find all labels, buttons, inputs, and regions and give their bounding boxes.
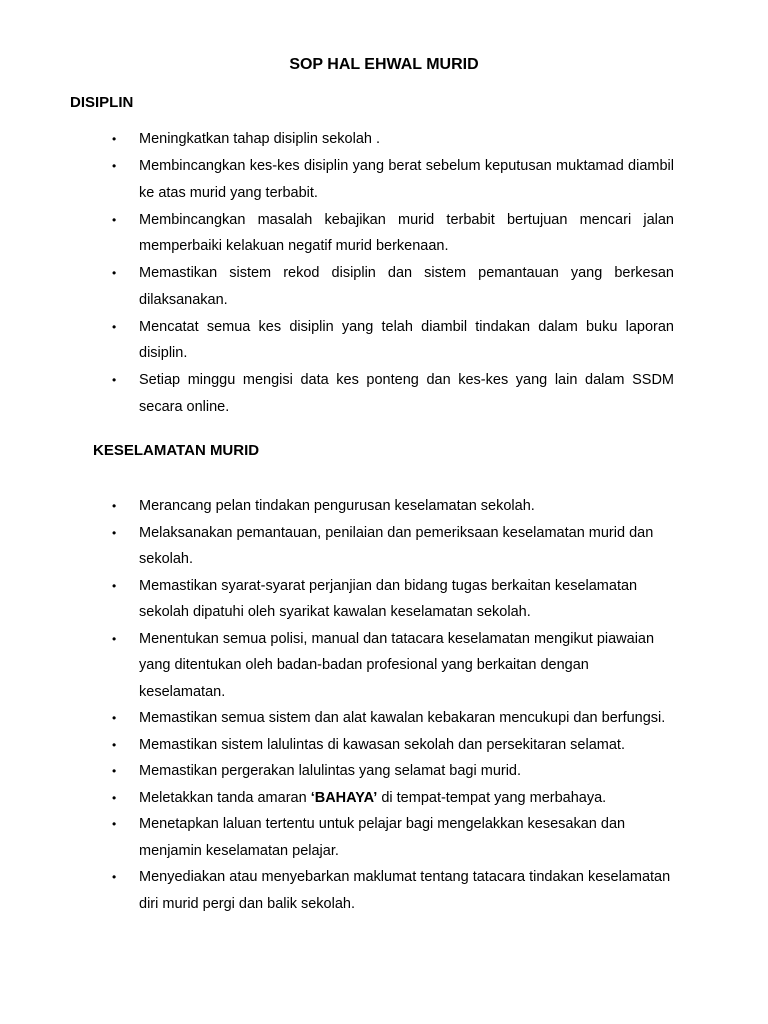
document-title: SOP HAL EHWAL MURID (289, 56, 479, 73)
list-item-text: Memastikan sistem lalulintas di kawasan sekolah dan persekitaran selamat. (139, 736, 625, 753)
list-item (112, 626, 674, 706)
bullet-icon: • (112, 499, 117, 513)
list-item (112, 705, 674, 732)
list-item (112, 573, 674, 626)
keselamatan-murid-list (112, 493, 674, 917)
bullet-icon: • (112, 212, 117, 227)
list-item-text-after: di tempat-tempat yang merbahaya. (377, 789, 607, 806)
list-item-text: Membincangkan masalah kebajikan murid terbabit bertujuan mencari jalan memperbaiki kelakuan negatif murid berkenaan. (139, 211, 674, 254)
list-item (112, 864, 674, 917)
list-item-text: Menentukan semua polisi, manual dan tatacara keselamatan mengikut piawaian yang ditentukan oleh badan-badan profesional yang berkaitan dengan keselamatan. (139, 630, 655, 700)
bullet-icon: • (112, 790, 117, 805)
bullet-icon: • (112, 319, 117, 334)
bullet-icon: • (112, 764, 117, 778)
bullet-icon: • (112, 578, 117, 593)
bullet-icon: • (112, 737, 117, 752)
list-item-text: Memastikan sistem rekod disiplin dan sistem pemantauan yang berkesan dilaksanakan. (139, 265, 674, 308)
list-item (112, 520, 674, 573)
list-item-text: Memastikan syarat-syarat perjanjian dan bidang tugas berkaitan keselamatan sekolah dipatuhi oleh syarikat kawalan keselamatan sekolah. (139, 577, 638, 620)
list-item-text: Membincangkan kes-kes disiplin yang berat sebelum keputusan muktamad diambil ke atas murid yang terbabit. (139, 158, 674, 201)
disiplin-list (112, 126, 674, 421)
section-heading-keselamatan-murid: KESELAMATAN MURID (93, 442, 260, 459)
list-item (112, 314, 674, 367)
list-item-text: Menyediakan atau menyebarkan maklumat tentang tatacara tindakan keselamatan diri murid pergi dan balik sekolah. (139, 869, 671, 912)
list-item-text: Meningkatkan tahap disiplin sekolah . (139, 131, 381, 147)
list-item (112, 367, 674, 420)
list-item-text (139, 790, 606, 806)
bullet-icon: • (112, 159, 117, 173)
list-item-text: Melaksanakan pemantauan, penilaian dan pemeriksaan keselamatan murid dan sekolah. (139, 524, 654, 567)
list-item-text: Memastikan semua sistem dan alat kawalan kebakaran mencukupi dan berfungsi. (139, 710, 666, 726)
list-item-text: Setiap minggu mengisi data kes ponteng dan kes-kes yang lain dalam SSDM secara online. (139, 372, 674, 415)
list-item (112, 153, 674, 206)
bullet-icon: • (112, 266, 117, 280)
bullet-icon: • (112, 132, 117, 146)
list-item (112, 260, 674, 313)
list-item (112, 732, 674, 759)
section-heading-disiplin: DISIPLIN (70, 94, 134, 111)
list-item (112, 126, 674, 153)
list-item-text-before: Meletakkan tanda amaran (139, 789, 311, 806)
list-item (112, 785, 674, 812)
bullet-icon: • (112, 711, 117, 725)
list-item-text: Merancang pelan tindakan pengurusan keselamatan sekolah. (139, 498, 535, 514)
bullet-icon: • (112, 525, 117, 540)
bullet-icon: • (112, 817, 117, 831)
list-item (112, 207, 674, 260)
list-item-text: Memastikan pergerakan lalulintas yang selamat bagi murid. (139, 763, 522, 779)
bullet-icon: • (112, 373, 117, 387)
warning-label-bahaya: ‘BAHAYA’ (310, 789, 378, 806)
list-item (112, 493, 674, 520)
list-item-text: Menetapkan laluan tertentu untuk pelajar bagi mengelakkan kesesakan dan menjamin keselamatan pelajar. (139, 816, 626, 859)
list-item (112, 758, 674, 785)
list-item (112, 811, 674, 864)
bullet-icon: • (112, 631, 117, 646)
bullet-icon: • (112, 870, 117, 884)
list-item-text: Mencatat semua kes disiplin yang telah diambil tindakan dalam buku laporan disiplin. (139, 318, 674, 361)
